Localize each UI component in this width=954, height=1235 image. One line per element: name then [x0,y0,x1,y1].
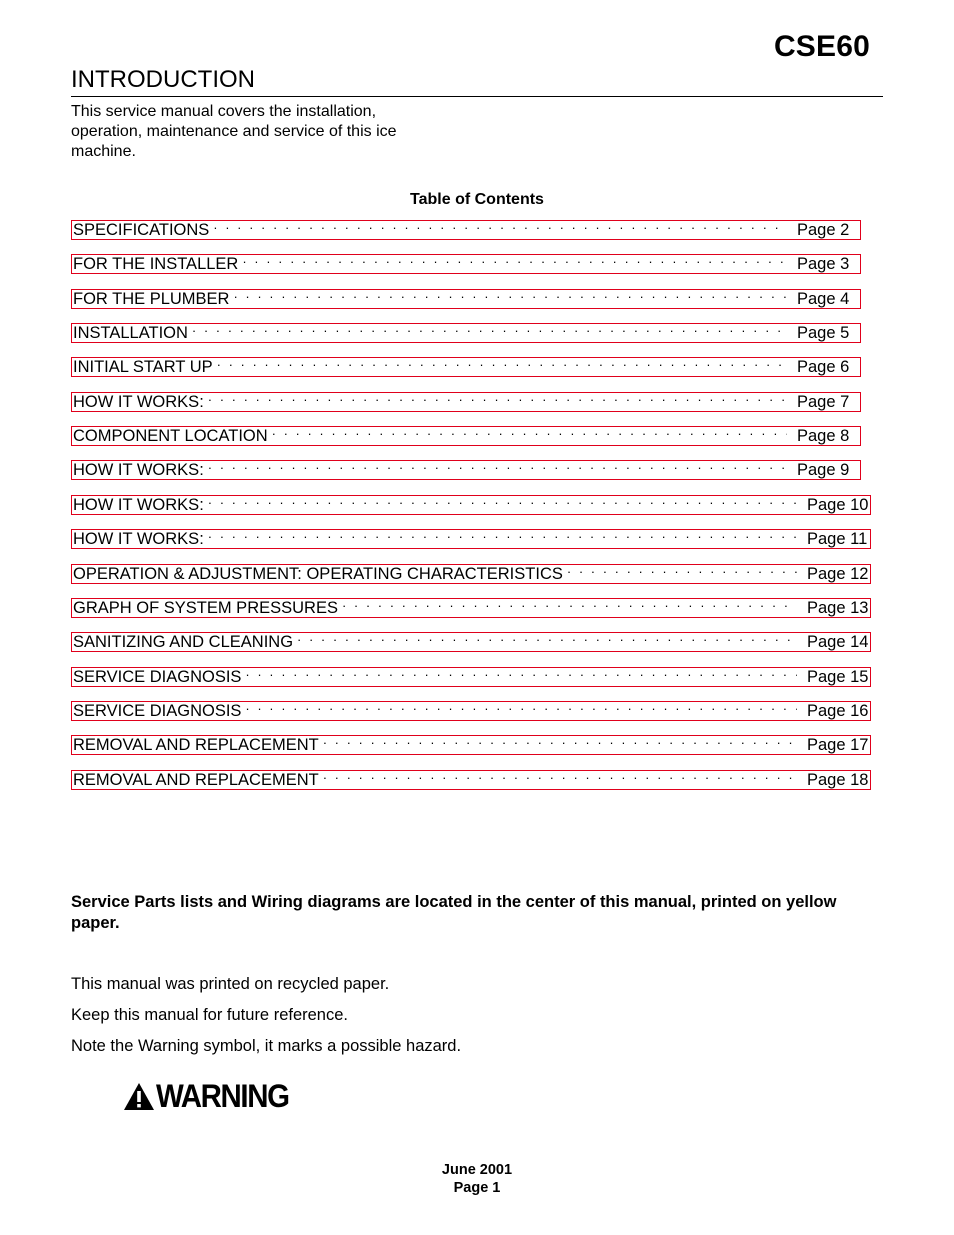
intro-paragraph [71,102,431,162]
toc-dot-leader [268,426,787,443]
intro-line: machine. [71,143,136,160]
toc-entry[interactable] [71,598,871,618]
toc-entry-label: GRAPH OF SYSTEM PRESSURES [73,599,338,617]
toc-entry-label: HOW IT WORKS: [73,461,204,479]
footer-date: June 2001 [441,1162,513,1178]
toc-entry-page: Page 11 [807,530,868,548]
service-parts-note: Service Parts lists and Wiring diagrams are located in the center of this manual, printed on yellow paper. [71,893,837,932]
toc-entry[interactable] [71,770,871,790]
keep-note: Keep this manual for future reference. [71,1006,348,1024]
toc-entry-label: OPERATION & ADJUSTMENT: OPERATING CHARACTERISTICS [73,565,563,583]
toc-entry[interactable] [71,392,861,412]
toc-entry-page: Page 4 [797,290,850,308]
toc-entry-label: COMPONENT LOCATION [73,427,268,445]
toc-dot-leader [209,220,787,237]
toc-entry[interactable] [71,735,871,755]
toc-dot-leader [204,460,787,477]
toc-dot-leader [213,357,787,374]
toc-dot-leader [338,598,797,615]
toc-dot-leader [319,735,797,752]
footer-page-number: Page 1 [453,1180,501,1196]
warning-text: WARNING [156,1078,289,1114]
toc-entry-page: Page 7 [797,393,850,411]
toc-entry-page: Page 10 [807,496,869,514]
toc-entry-page: Page 14 [807,633,869,651]
toc-entry-page: Page 17 [807,736,869,754]
toc-entry-page: Page 8 [797,427,850,445]
intro-line: This service manual covers the installation, [71,103,377,120]
toc-entry-label: SERVICE DIAGNOSIS [73,668,242,686]
toc-entry-page: Page 18 [807,771,869,789]
warning-symbol-note: Note the Warning symbol, it marks a possible hazard. [71,1037,462,1055]
toc-entry-label: FOR THE INSTALLER [73,255,239,273]
toc-entry-page: Page 16 [807,702,869,720]
toc-entry[interactable] [71,254,861,274]
toc-entry[interactable] [71,220,861,240]
toc-entry[interactable] [71,460,861,480]
toc-entry[interactable] [71,357,861,377]
toc-entry-label: FOR THE PLUMBER [73,290,230,308]
toc-entry-label: INITIAL START UP [73,358,213,376]
toc-entry[interactable] [71,426,861,446]
toc-entry-page: Page 15 [807,668,869,686]
toc-entry-page: Page 3 [797,255,850,273]
toc-entry-label: SPECIFICATIONS [73,221,210,239]
warning-triangle-icon [123,1082,155,1111]
toc-entry-label: INSTALLATION [73,324,188,342]
toc-dot-leader [241,667,797,684]
toc-title: Table of Contents [410,191,544,208]
toc-entry[interactable] [71,667,871,687]
toc-entry[interactable] [71,564,871,584]
toc-entry-label: REMOVAL AND REPLACEMENT [73,771,319,789]
toc-entry[interactable] [71,289,861,309]
warning-label [123,1080,300,1112]
intro-line: operation, maintenance and service of this ice [71,123,397,140]
toc-entry-page: Page 9 [797,461,850,479]
title-rule [71,96,883,97]
recycled-note: This manual was printed on recycled paper. [71,975,390,993]
toc-entry-page: Page 6 [797,358,850,376]
toc-entry-label: HOW IT WORKS: [73,496,204,514]
toc-entry-page: Page 2 [797,221,850,239]
toc-dot-leader [319,770,797,787]
toc-entry-page: Page 5 [797,324,850,342]
toc-entry[interactable] [71,323,861,343]
toc-entry[interactable] [71,495,871,515]
toc-entry-label: SANITIZING AND CLEANING [73,633,294,651]
toc-entry[interactable] [71,632,871,652]
toc-entry-label: SERVICE DIAGNOSIS [73,702,242,720]
toc-dot-leader [241,701,797,718]
toc-entry[interactable] [71,529,871,549]
toc-dot-leader [204,495,797,512]
toc-dot-leader [188,323,787,340]
toc-entry[interactable] [71,701,871,721]
toc-entry-label: REMOVAL AND REPLACEMENT [73,736,319,754]
toc-entry-label: HOW IT WORKS: [73,530,204,548]
toc-entry-label: HOW IT WORKS: [73,393,204,411]
toc-dot-leader [293,632,797,649]
toc-dot-leader [238,254,787,271]
model-number: CSE60 [773,30,870,63]
section-title: INTRODUCTION [71,66,255,93]
toc-dot-leader [204,529,797,546]
toc-dot-leader [229,289,787,306]
toc-dot-leader [563,564,797,581]
toc-dot-leader [204,392,787,409]
toc-entry-page: Page 12 [807,565,869,583]
toc-entry-page: Page 13 [807,599,869,617]
